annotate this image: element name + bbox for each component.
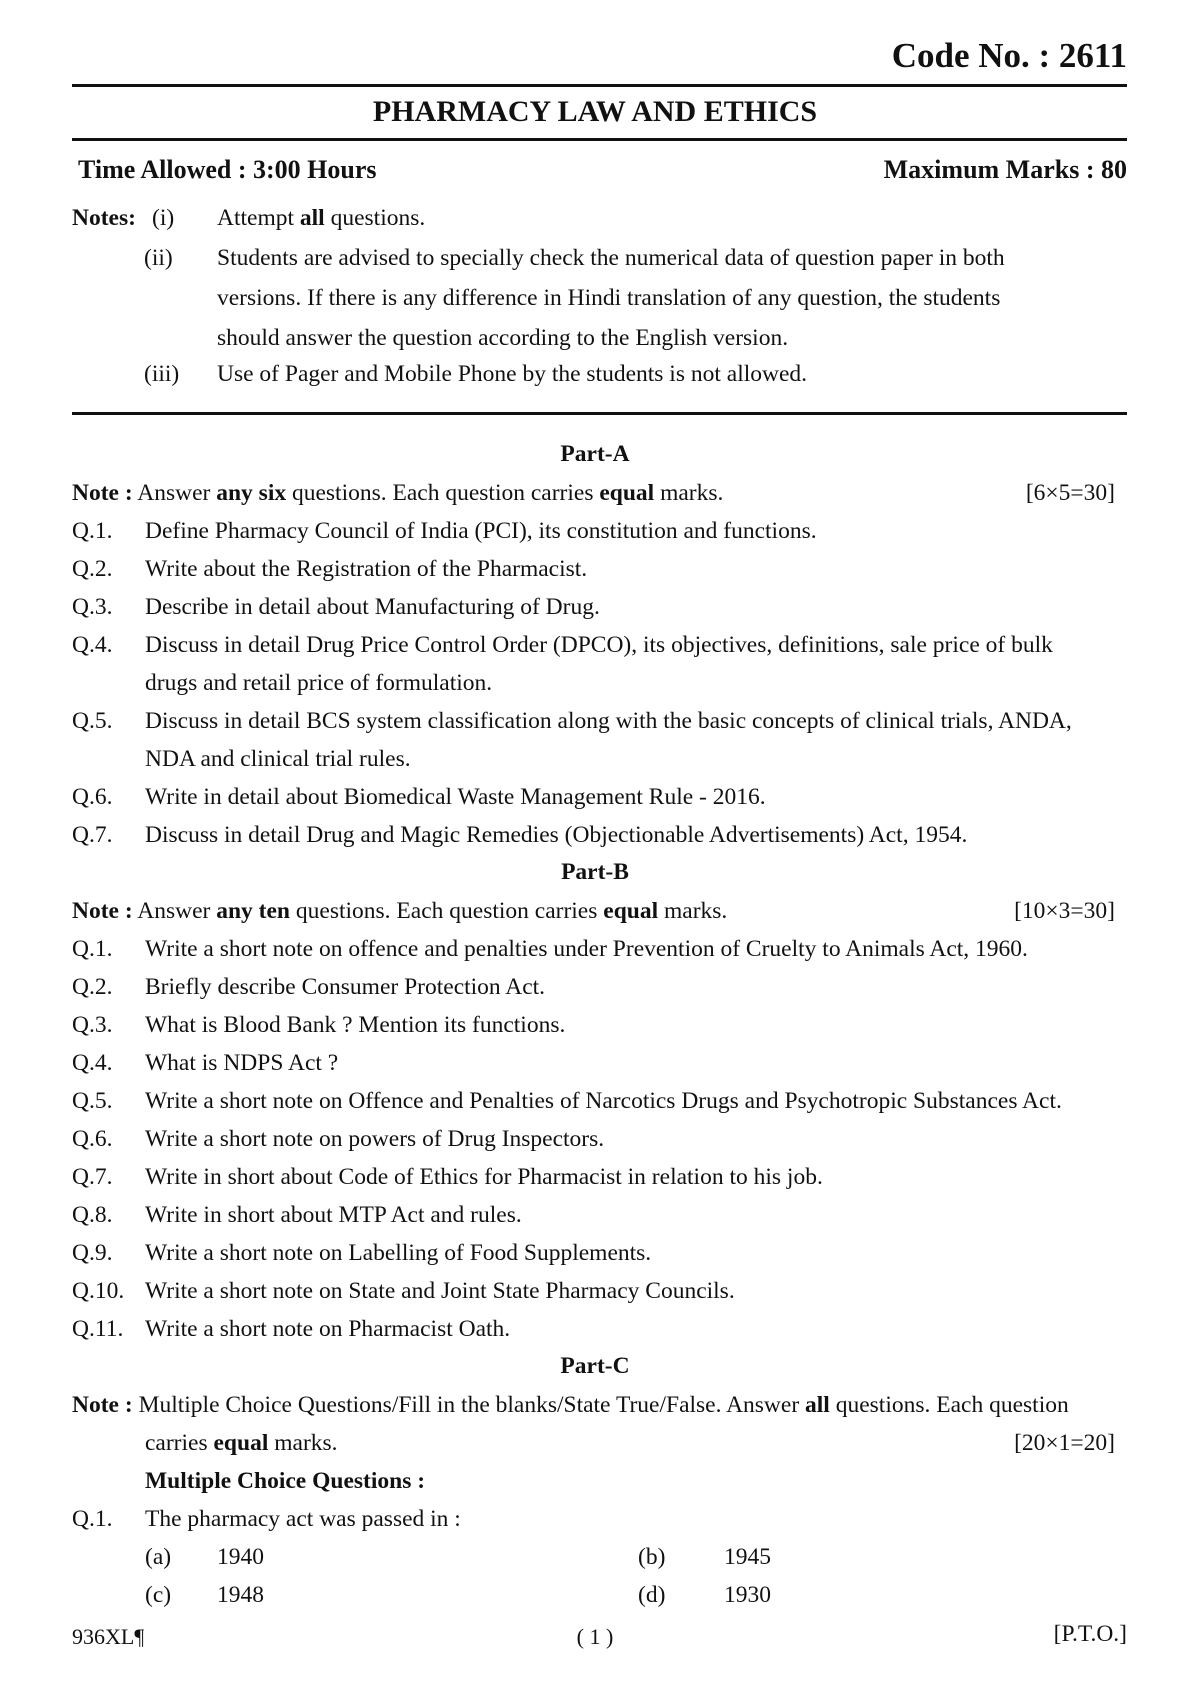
question-text: The pharmacy act was passed in : bbox=[145, 1506, 461, 1532]
question-text: Discuss in detail Drug and Magic Remedies (Objectionable Advertisements) Act, 1954. bbox=[145, 822, 968, 848]
question-number: Q.1. bbox=[72, 1506, 113, 1532]
question-number: Q.7. bbox=[72, 1164, 113, 1190]
question-number: Q.5. bbox=[72, 1088, 113, 1114]
notes-rule bbox=[72, 412, 1127, 415]
question-number: Q.9. bbox=[72, 1240, 113, 1266]
question-number: Q.3. bbox=[72, 1012, 113, 1038]
question-text: Discuss in detail Drug Price Control Order (DPCO), its objectives, definitions, sale price of bulk bbox=[145, 632, 1053, 658]
question-number: Q.2. bbox=[72, 974, 113, 1000]
part-b-marks: [10×3=30] bbox=[1014, 898, 1115, 924]
note-text: should answer the question according to the English version. bbox=[217, 325, 789, 351]
time-allowed: Time Allowed : 3:00 Hours bbox=[78, 155, 377, 184]
question-text: NDA and clinical trial rules. bbox=[145, 746, 411, 772]
option-label: (a) bbox=[145, 1544, 172, 1570]
question-number: Q.5. bbox=[72, 708, 113, 734]
note-text: Students are advised to specially check the numerical data of question paper in both bbox=[217, 245, 1005, 271]
note-number: (i) bbox=[152, 205, 175, 231]
header-rule-top bbox=[72, 84, 1127, 87]
question-number: Q.10. bbox=[72, 1278, 125, 1304]
part-c-marks: [20×1=20] bbox=[1014, 1430, 1115, 1456]
question-number: Q.6. bbox=[72, 784, 113, 810]
question-text: Write about the Registration of the Pharmacist. bbox=[145, 556, 588, 582]
question-text: Write a short note on Pharmacist Oath. bbox=[145, 1316, 511, 1342]
option-value: 1930 bbox=[724, 1582, 771, 1608]
maximum-marks: Maximum Marks : 80 bbox=[883, 155, 1127, 184]
question-number: Q.4. bbox=[72, 632, 113, 658]
note-number: (ii) bbox=[144, 245, 173, 271]
question-number: Q.11. bbox=[72, 1316, 124, 1342]
part-c-note-continued: carries equal marks. bbox=[145, 1430, 338, 1456]
part-c-note: Note : Multiple Choice Questions/Fill in the blanks/State True/False. Answer all questions. Each question bbox=[72, 1392, 1069, 1418]
question-number: Q.8. bbox=[72, 1202, 113, 1228]
note-text: Use of Pager and Mobile Phone by the students is not allowed. bbox=[217, 361, 808, 387]
page-number: ( 1 ) bbox=[576, 1624, 614, 1649]
part-b-note: Note : Answer any ten questions. Each question carries equal marks. bbox=[72, 898, 728, 924]
note-number: (iii) bbox=[144, 361, 180, 387]
question-text: Briefly describe Consumer Protection Act. bbox=[145, 974, 546, 1000]
mcq-heading: Multiple Choice Questions : bbox=[145, 1468, 426, 1494]
part-b-heading: Part-B bbox=[561, 859, 629, 885]
pto-label: [P.T.O.] bbox=[1053, 1621, 1127, 1647]
header-rule-bottom bbox=[72, 138, 1127, 141]
question-text: Write in detail about Biomedical Waste Management Rule - 2016. bbox=[145, 784, 766, 810]
code-number: Code No. : 2611 bbox=[891, 36, 1127, 75]
question-text: Write a short note on powers of Drug Inspectors. bbox=[145, 1126, 605, 1152]
part-a-heading: Part-A bbox=[560, 441, 630, 467]
question-number: Q.4. bbox=[72, 1050, 113, 1076]
part-a-note: Note : Answer any six questions. Each question carries equal marks. bbox=[72, 480, 724, 506]
option-label: (c) bbox=[145, 1582, 172, 1608]
question-text: What is NDPS Act ? bbox=[145, 1050, 339, 1076]
question-number: Q.1. bbox=[72, 936, 113, 962]
page-title: PHARMACY LAW AND ETHICS bbox=[372, 95, 818, 128]
question-text: Write a short note on State and Joint State Pharmacy Councils. bbox=[145, 1278, 735, 1304]
option-label: (d) bbox=[638, 1582, 666, 1608]
question-text: Write in short about MTP Act and rules. bbox=[145, 1202, 522, 1228]
notes-label: Notes: bbox=[72, 205, 136, 231]
option-value: 1940 bbox=[217, 1544, 264, 1570]
note-text: versions. If there is any difference in Hindi translation of any question, the students bbox=[217, 285, 1001, 311]
question-text: Describe in detail about Manufacturing of Drug. bbox=[145, 594, 600, 620]
part-a-marks: [6×5=30] bbox=[1025, 480, 1115, 506]
option-value: 1948 bbox=[217, 1582, 264, 1608]
question-text: Discuss in detail BCS system classification along with the basic concepts of clinical trials, ANDA, bbox=[145, 708, 1072, 734]
question-number: Q.6. bbox=[72, 1126, 113, 1152]
question-text: drugs and retail price of formulation. bbox=[145, 670, 493, 696]
question-number: Q.1. bbox=[72, 518, 113, 544]
part-c-heading: Part-C bbox=[560, 1353, 630, 1379]
question-text: Write a short note on offence and penalties under Prevention of Cruelty to Animals Act, 1960. bbox=[145, 936, 1028, 962]
question-number: Q.2. bbox=[72, 556, 113, 582]
option-value: 1945 bbox=[724, 1544, 771, 1570]
note-text: Attempt all questions. bbox=[217, 205, 426, 231]
question-number: Q.7. bbox=[72, 822, 113, 848]
question-text: Write a short note on Labelling of Food Supplements. bbox=[145, 1240, 652, 1266]
question-text: Write a short note on Offence and Penalties of Narcotics Drugs and Psychotropic Substances Act. bbox=[145, 1088, 1062, 1114]
footer-code: 936XL¶ bbox=[72, 1624, 145, 1649]
question-text: Define Pharmacy Council of India (PCI), its constitution and functions. bbox=[145, 518, 817, 544]
option-label: (b) bbox=[638, 1544, 666, 1570]
question-text: Write in short about Code of Ethics for Pharmacist in relation to his job. bbox=[145, 1164, 823, 1190]
question-number: Q.3. bbox=[72, 594, 113, 620]
question-text: What is Blood Bank ? Mention its functions. bbox=[145, 1012, 566, 1038]
